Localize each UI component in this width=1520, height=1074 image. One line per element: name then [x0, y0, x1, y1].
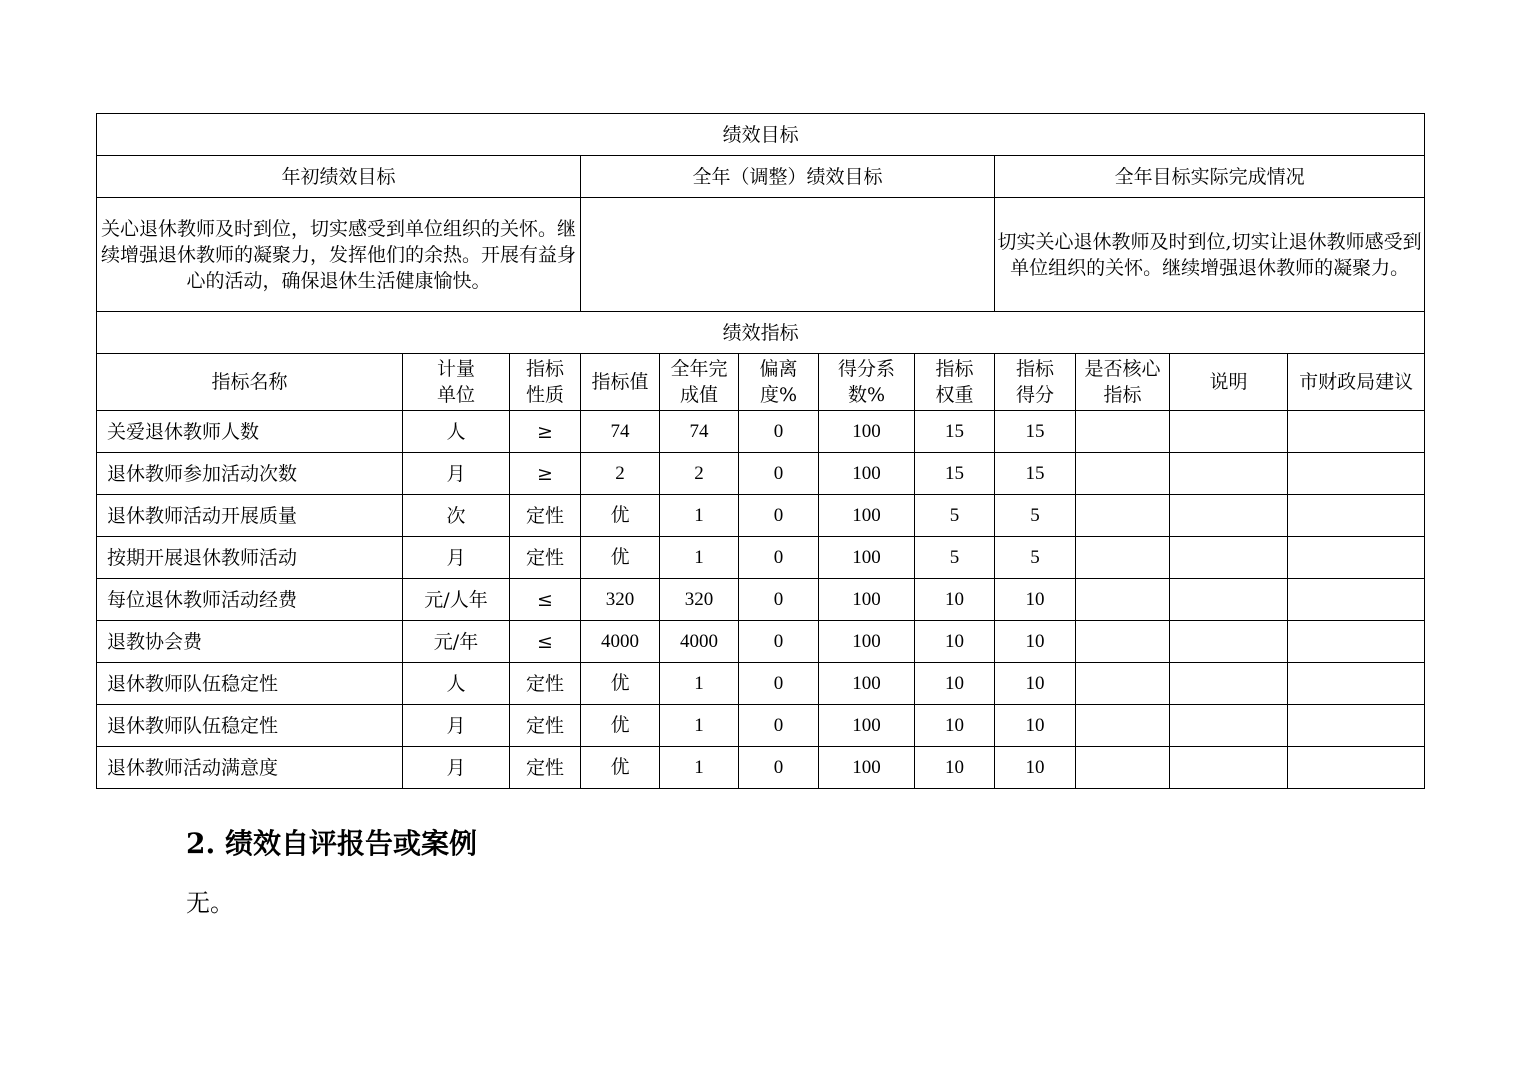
cell-nature: ≥	[510, 411, 581, 453]
cell-score-coefficient: 100	[819, 453, 915, 495]
cell-is-core	[1076, 663, 1170, 705]
cell-completion-value: 1	[660, 705, 739, 747]
table-body	[97, 114, 1425, 789]
table-row	[97, 537, 1425, 579]
cell-is-core	[1076, 495, 1170, 537]
section-header-indicators: 绩效指标	[97, 312, 1425, 354]
cell-deviation: 0	[739, 747, 819, 789]
cell-target-value: 优	[581, 495, 660, 537]
cell-score-coefficient: 100	[819, 579, 915, 621]
col-indicator-name: 指标名称	[97, 354, 403, 411]
col-is-core: 是否核心指标	[1076, 354, 1170, 411]
cell-unit: 月	[403, 705, 510, 747]
cell-is-core	[1076, 579, 1170, 621]
table-row	[97, 663, 1425, 705]
cell-deviation: 0	[739, 621, 819, 663]
cell-nature: 定性	[510, 663, 581, 705]
col-score-coefficient: 得分系数%	[819, 354, 915, 411]
cell-remarks	[1170, 705, 1288, 747]
cell-indicator-name: 退休教师参加活动次数	[97, 453, 403, 495]
col-completion-value: 全年完成值	[660, 354, 739, 411]
cell-indicator-name: 退教协会费	[97, 621, 403, 663]
cell-nature: ≤	[510, 579, 581, 621]
cell-remarks	[1170, 411, 1288, 453]
cell-unit: 月	[403, 453, 510, 495]
cell-remarks	[1170, 663, 1288, 705]
cell-finance-advice	[1288, 453, 1425, 495]
cell-nature: 定性	[510, 747, 581, 789]
cell-indicator-name: 每位退休教师活动经费	[97, 579, 403, 621]
cell-finance-advice	[1288, 411, 1425, 453]
section-body: 无。	[186, 889, 234, 917]
cell-target-value: 74	[581, 411, 660, 453]
cell-completion-value: 1	[660, 663, 739, 705]
table-row	[97, 495, 1425, 537]
cell-score: 15	[995, 411, 1076, 453]
cell-score: 5	[995, 495, 1076, 537]
col-finance-advice: 市财政局建议	[1288, 354, 1425, 411]
cell-score: 15	[995, 453, 1076, 495]
cell-weight: 10	[915, 705, 995, 747]
table-row	[97, 579, 1425, 621]
cell-target-value: 优	[581, 663, 660, 705]
cell-weight: 15	[915, 411, 995, 453]
cell-score: 10	[995, 705, 1076, 747]
cell-is-core	[1076, 621, 1170, 663]
cell-target-value: 4000	[581, 621, 660, 663]
cell-indicator-name: 退休教师活动满意度	[97, 747, 403, 789]
section-title: 2. 绩效自评报告或案例	[186, 827, 477, 860]
cell-unit: 月	[403, 537, 510, 579]
cell-deviation: 0	[739, 579, 819, 621]
cell-is-core	[1076, 411, 1170, 453]
cell-deviation: 0	[739, 705, 819, 747]
cell-remarks	[1170, 621, 1288, 663]
table-row	[97, 453, 1425, 495]
cell-score: 10	[995, 621, 1076, 663]
col-target-value: 指标值	[581, 354, 660, 411]
cell-weight: 15	[915, 453, 995, 495]
cell-indicator-name: 退休教师活动开展质量	[97, 495, 403, 537]
cell-finance-advice	[1288, 621, 1425, 663]
col-remarks: 说明	[1170, 354, 1288, 411]
cell-completion-value: 1	[660, 537, 739, 579]
cell-finance-advice	[1288, 495, 1425, 537]
cell-target-value: 2	[581, 453, 660, 495]
cell-score-coefficient: 100	[819, 663, 915, 705]
cell-is-core	[1076, 537, 1170, 579]
cell-completion-value: 4000	[660, 621, 739, 663]
cell-unit: 次	[403, 495, 510, 537]
cell-remarks	[1170, 579, 1288, 621]
cell-deviation: 0	[739, 495, 819, 537]
cell-score: 10	[995, 579, 1076, 621]
cell-nature: ≤	[510, 621, 581, 663]
cell-nature: 定性	[510, 537, 581, 579]
table-row	[97, 411, 1425, 453]
cell-weight: 10	[915, 579, 995, 621]
cell-score-coefficient: 100	[819, 495, 915, 537]
cell-indicator-name: 按期开展退休教师活动	[97, 537, 403, 579]
cell-score-coefficient: 100	[819, 537, 915, 579]
cell-is-core	[1076, 705, 1170, 747]
col-deviation: 偏离度%	[739, 354, 819, 411]
cell-is-core	[1076, 747, 1170, 789]
cell-remarks	[1170, 537, 1288, 579]
cell-finance-advice	[1288, 663, 1425, 705]
col-score: 指标得分	[995, 354, 1076, 411]
cell-remarks	[1170, 453, 1288, 495]
actual-completion-text: 切实关心退休教师及时到位,切实让退休教师感受到单位组织的关怀。继续增强退休教师的凝聚力。	[995, 198, 1425, 312]
cell-finance-advice	[1288, 705, 1425, 747]
cell-weight: 5	[915, 495, 995, 537]
cell-unit: 人	[403, 411, 510, 453]
cell-nature: 定性	[510, 495, 581, 537]
cell-indicator-name: 退休教师队伍稳定性	[97, 705, 403, 747]
cell-weight: 10	[915, 621, 995, 663]
cell-is-core	[1076, 453, 1170, 495]
table-row	[97, 747, 1425, 789]
cell-deviation: 0	[739, 411, 819, 453]
cell-nature: 定性	[510, 705, 581, 747]
cell-unit: 人	[403, 663, 510, 705]
cell-indicator-name: 退休教师队伍稳定性	[97, 663, 403, 705]
table-row	[97, 705, 1425, 747]
cell-unit: 元/人年	[403, 579, 510, 621]
cell-completion-value: 2	[660, 453, 739, 495]
column-header-row	[97, 354, 1425, 411]
col-weight: 指标权重	[915, 354, 995, 411]
cell-score-coefficient: 100	[819, 411, 915, 453]
cell-weight: 5	[915, 537, 995, 579]
performance-table	[96, 113, 1425, 789]
cell-finance-advice	[1288, 747, 1425, 789]
table-row	[97, 621, 1425, 663]
adjusted-goal-text	[581, 198, 995, 312]
cell-deviation: 0	[739, 537, 819, 579]
cell-weight: 10	[915, 747, 995, 789]
cell-score: 10	[995, 663, 1076, 705]
cell-completion-value: 1	[660, 747, 739, 789]
cell-target-value: 优	[581, 537, 660, 579]
cell-remarks	[1170, 495, 1288, 537]
cell-completion-value: 74	[660, 411, 739, 453]
cell-unit: 元/年	[403, 621, 510, 663]
cell-score: 5	[995, 537, 1076, 579]
cell-target-value: 优	[581, 747, 660, 789]
cell-completion-value: 1	[660, 495, 739, 537]
cell-score-coefficient: 100	[819, 621, 915, 663]
cell-finance-advice	[1288, 537, 1425, 579]
section-header-goals: 绩效目标	[97, 114, 1425, 156]
cell-indicator-name: 关爱退休教师人数	[97, 411, 403, 453]
cell-score-coefficient: 100	[819, 705, 915, 747]
cell-remarks	[1170, 747, 1288, 789]
cell-target-value: 320	[581, 579, 660, 621]
col-nature: 指标性质	[510, 354, 581, 411]
cell-finance-advice	[1288, 579, 1425, 621]
cell-deviation: 0	[739, 663, 819, 705]
cell-deviation: 0	[739, 453, 819, 495]
header-adjusted-goal: 全年（调整）绩效目标	[581, 156, 995, 198]
header-actual-completion: 全年目标实际完成情况	[995, 156, 1425, 198]
cell-nature: ≥	[510, 453, 581, 495]
cell-unit: 月	[403, 747, 510, 789]
cell-score-coefficient: 100	[819, 747, 915, 789]
cell-target-value: 优	[581, 705, 660, 747]
col-unit: 计量单位	[403, 354, 510, 411]
cell-weight: 10	[915, 663, 995, 705]
cell-score: 10	[995, 747, 1076, 789]
initial-goal-text: 关心退休教师及时到位，切实感受到单位组织的关怀。继续增强退休教师的凝聚力，发挥他们的余热。开展有益身心的活动，确保退休生活健康愉快。	[97, 198, 581, 312]
header-initial-goal: 年初绩效目标	[97, 156, 581, 198]
cell-completion-value: 320	[660, 579, 739, 621]
